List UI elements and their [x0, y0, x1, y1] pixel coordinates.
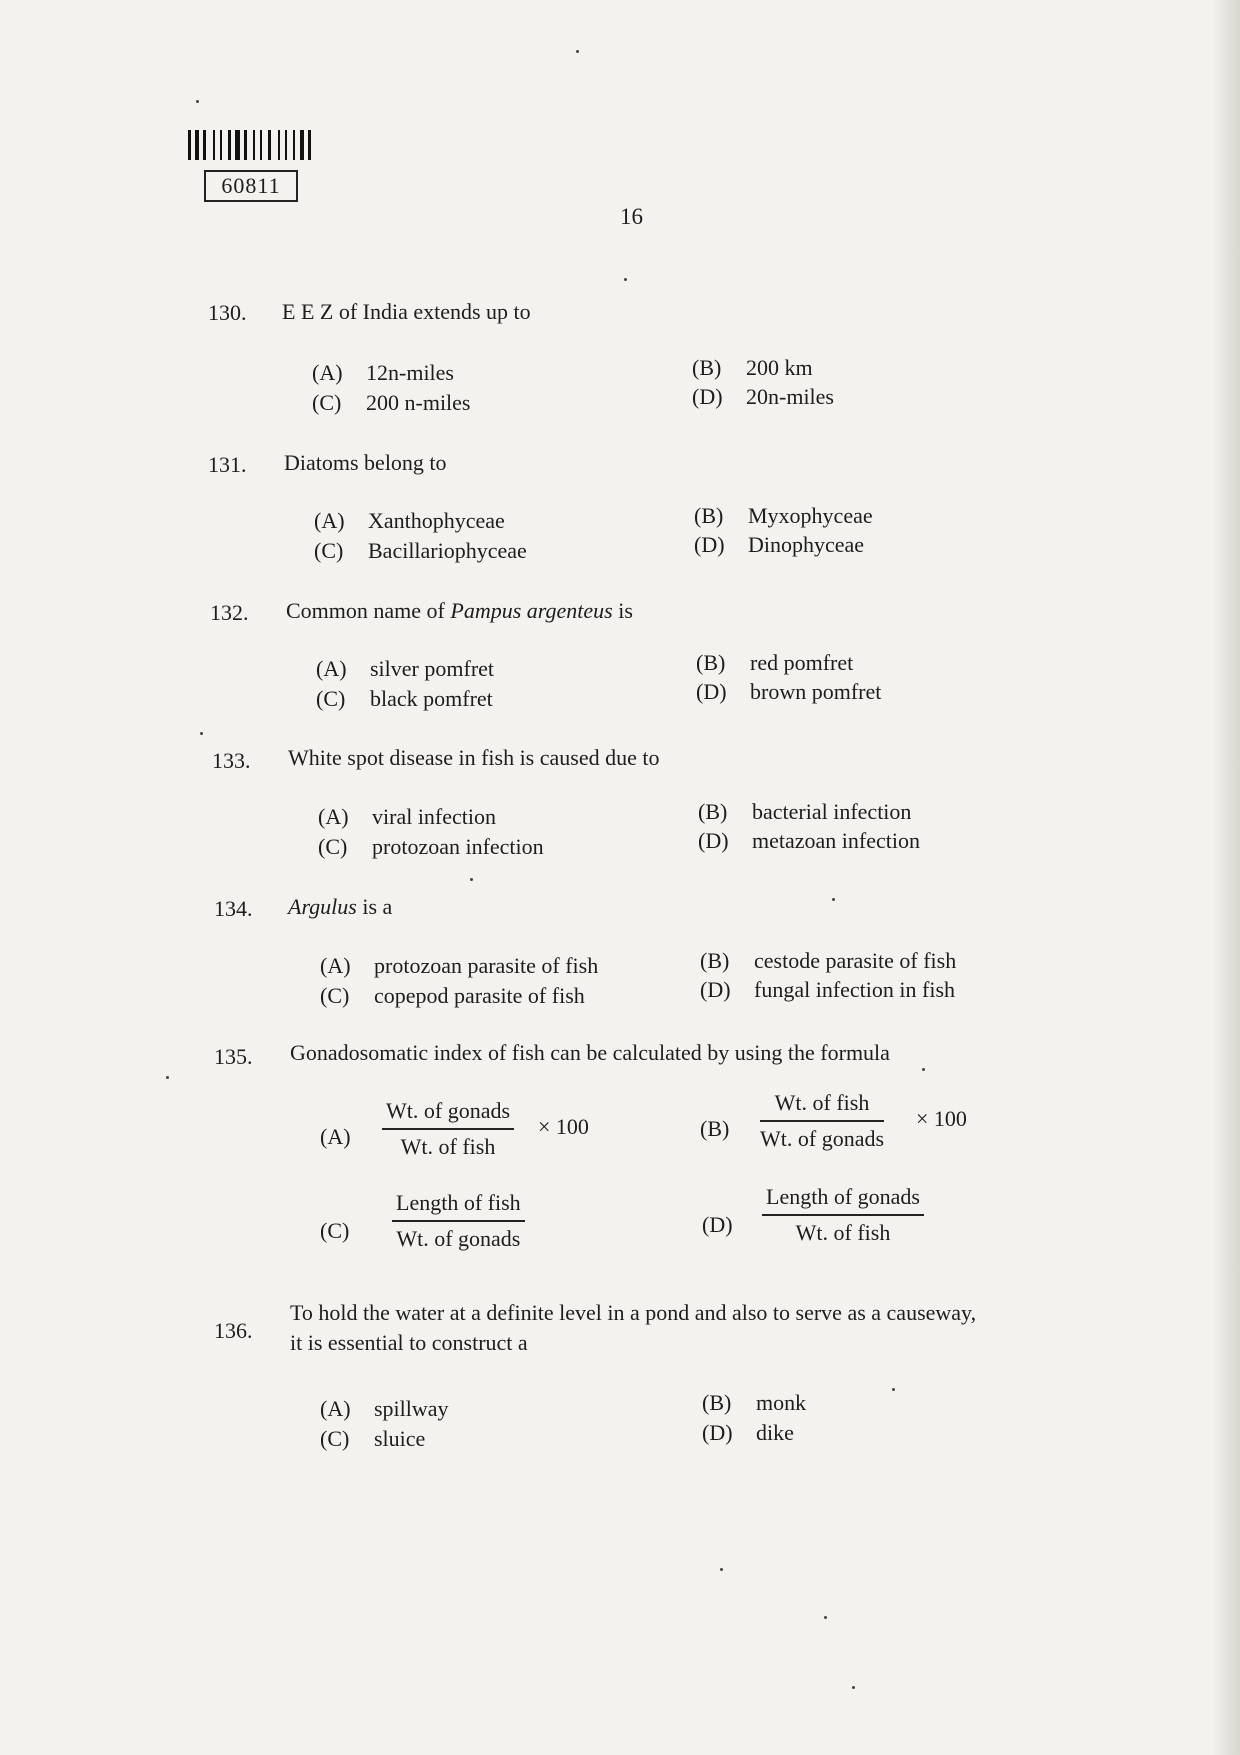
scan-speck — [720, 1568, 723, 1571]
option-label: (D) — [692, 384, 723, 409]
option-label: (D) — [696, 679, 727, 704]
option-text: fungal infection in fish — [754, 977, 956, 1002]
question-number: 134. — [214, 896, 253, 921]
option-text: 12n-miles — [366, 360, 454, 385]
option-text: sluice — [374, 1426, 426, 1451]
barcode — [188, 130, 353, 160]
option-label: (A) — [314, 508, 345, 533]
question-text: Gonadosomatic index of fish can be calculated by using the formula — [290, 1040, 890, 1065]
scan-speck — [576, 50, 579, 53]
fraction-denominator: Wt. of fish — [795, 1220, 891, 1245]
question-text-line: it is essential to construct a — [290, 1330, 528, 1355]
option-text: protozoan parasite of fish — [374, 953, 599, 978]
option-b — [694, 503, 873, 529]
option-c — [318, 834, 544, 860]
option-c — [320, 983, 585, 1009]
scan-speck — [470, 878, 473, 881]
option-text: red pomfret — [750, 650, 854, 675]
option-text: protozoan infection — [372, 834, 544, 859]
fraction-denominator: Wt. of fish — [400, 1134, 496, 1159]
barcode-bar — [188, 130, 191, 160]
question-number: 131. — [208, 452, 247, 477]
question-number: 132. — [210, 600, 249, 625]
option-label: (A) — [312, 360, 343, 385]
barcode-bar — [203, 130, 206, 160]
paper-code: 60811 — [204, 170, 298, 202]
scan-speck — [196, 100, 199, 103]
question-number: 133. — [212, 748, 251, 773]
barcode-bar — [244, 130, 247, 160]
fraction-numerator: Wt. of gonads — [382, 1098, 514, 1130]
page-number: 16 — [620, 204, 643, 229]
option-label: (C) — [314, 538, 344, 563]
question-text — [290, 1298, 976, 1358]
option-label: (B) — [702, 1390, 732, 1415]
species-name: Pampus argenteus — [450, 598, 613, 623]
option-b — [692, 355, 813, 381]
option-text: monk — [756, 1390, 807, 1415]
option-label: (D) — [702, 1212, 733, 1237]
option-d-formula — [702, 1184, 1002, 1264]
option-a — [312, 360, 454, 386]
scan-speck — [200, 732, 203, 735]
barcode-bar — [220, 130, 222, 160]
option-label: (D) — [694, 532, 725, 557]
multiplier: × 100 — [538, 1114, 589, 1139]
option-label: (C) — [318, 834, 348, 859]
option-c — [312, 390, 471, 416]
species-name: Argulus — [288, 894, 357, 919]
scan-speck — [852, 1686, 855, 1689]
barcode-bar — [278, 130, 280, 160]
option-label: (C) — [320, 1218, 350, 1243]
option-d — [698, 828, 920, 854]
option-text: metazoan infection — [752, 828, 920, 853]
scan-speck — [624, 278, 627, 281]
question-text-line: To hold the water at a definite level in a pond and also to serve as a causeway, — [290, 1300, 977, 1325]
barcode-bar — [213, 130, 215, 160]
option-b — [700, 948, 956, 974]
option-label: (A) — [320, 1124, 351, 1149]
option-text: Dinophyceae — [748, 532, 865, 557]
barcode-bar — [235, 130, 240, 160]
option-text: 20n-miles — [746, 384, 834, 409]
option-text: bacterial infection — [752, 799, 912, 824]
option-c — [314, 538, 527, 564]
fraction — [762, 1184, 924, 1246]
scan-speck — [166, 1076, 169, 1079]
fraction — [392, 1190, 525, 1252]
option-label: (D) — [698, 828, 729, 853]
option-b-formula — [700, 1090, 1000, 1170]
option-c — [316, 686, 493, 712]
option-text: cestode parasite of fish — [754, 948, 957, 973]
fraction — [760, 1090, 884, 1152]
option-label: (B) — [696, 650, 726, 675]
option-b — [702, 1390, 806, 1416]
option-label: (B) — [692, 355, 722, 380]
barcode-bar — [293, 130, 295, 160]
question-number: 136. — [214, 1318, 253, 1343]
option-a-formula — [320, 1098, 620, 1178]
option-c-formula — [320, 1190, 620, 1270]
option-label: (C) — [316, 686, 346, 711]
barcode-bar — [308, 130, 311, 160]
option-label: (C) — [312, 390, 342, 415]
scan-speck — [824, 1616, 827, 1619]
option-a — [320, 953, 598, 979]
option-text: silver pomfret — [370, 656, 495, 681]
barcode-bar — [300, 130, 304, 160]
scan-speck — [922, 1068, 925, 1071]
option-label: (A) — [316, 656, 347, 681]
option-text: Bacillariophyceae — [368, 538, 527, 563]
option-text: 200 n-miles — [366, 390, 471, 415]
fraction-numerator: Length of fish — [392, 1190, 525, 1222]
option-text: black pomfret — [370, 686, 493, 711]
question-text: White spot disease in fish is caused due to — [288, 745, 660, 770]
barcode-bar — [285, 130, 287, 160]
option-label: (A) — [320, 953, 351, 978]
question-text: Diatoms belong to — [284, 450, 447, 475]
question-text: Argulus is a — [288, 894, 393, 919]
option-d — [694, 532, 864, 558]
option-a — [316, 656, 494, 682]
option-label: (D) — [702, 1420, 733, 1445]
question-text: Common name of Pampus argenteus is — [286, 598, 633, 623]
option-a — [320, 1396, 449, 1422]
fraction-numerator: Wt. of fish — [760, 1090, 884, 1122]
option-label: (C) — [320, 983, 350, 1008]
option-b — [698, 799, 911, 825]
option-label: (B) — [698, 799, 728, 824]
option-a — [314, 508, 505, 534]
option-text: copepod parasite of fish — [374, 983, 585, 1008]
fraction — [382, 1098, 514, 1160]
option-label: (D) — [700, 977, 731, 1002]
option-text: 200 km — [746, 355, 813, 380]
option-text: spillway — [374, 1396, 449, 1421]
fraction-denominator: Wt. of gonads — [396, 1226, 521, 1251]
option-d — [696, 679, 881, 705]
option-text: Xanthophyceae — [368, 508, 505, 533]
barcode-bar — [260, 130, 262, 160]
option-d — [692, 384, 834, 410]
scan-speck — [832, 898, 835, 901]
option-text: dike — [756, 1420, 794, 1445]
option-d — [700, 977, 955, 1003]
fraction-numerator: Length of gonads — [762, 1184, 924, 1216]
page-edge-shadow — [1212, 0, 1240, 1755]
option-label: (B) — [694, 503, 724, 528]
option-label: (A) — [320, 1396, 351, 1421]
option-text: viral infection — [372, 804, 497, 829]
barcode-bar — [268, 130, 271, 160]
option-label: (B) — [700, 948, 730, 973]
barcode-bar — [195, 130, 199, 160]
option-d — [702, 1420, 794, 1446]
option-a — [318, 804, 496, 830]
question-text: E E Z of India extends up to — [282, 299, 531, 324]
option-text: brown pomfret — [750, 679, 882, 704]
barcode-bar — [228, 130, 231, 160]
question-number: 130. — [208, 300, 247, 325]
fraction-denominator: Wt. of gonads — [760, 1126, 885, 1151]
multiplier: × 100 — [916, 1106, 967, 1131]
barcode-bar — [253, 130, 255, 160]
option-b — [696, 650, 853, 676]
option-label: (B) — [700, 1116, 730, 1141]
option-label: (C) — [320, 1426, 350, 1451]
scan-speck — [892, 1388, 895, 1391]
option-label: (A) — [318, 804, 349, 829]
option-c — [320, 1426, 425, 1452]
question-number: 135. — [214, 1044, 253, 1069]
option-text: Myxophyceae — [748, 503, 873, 528]
